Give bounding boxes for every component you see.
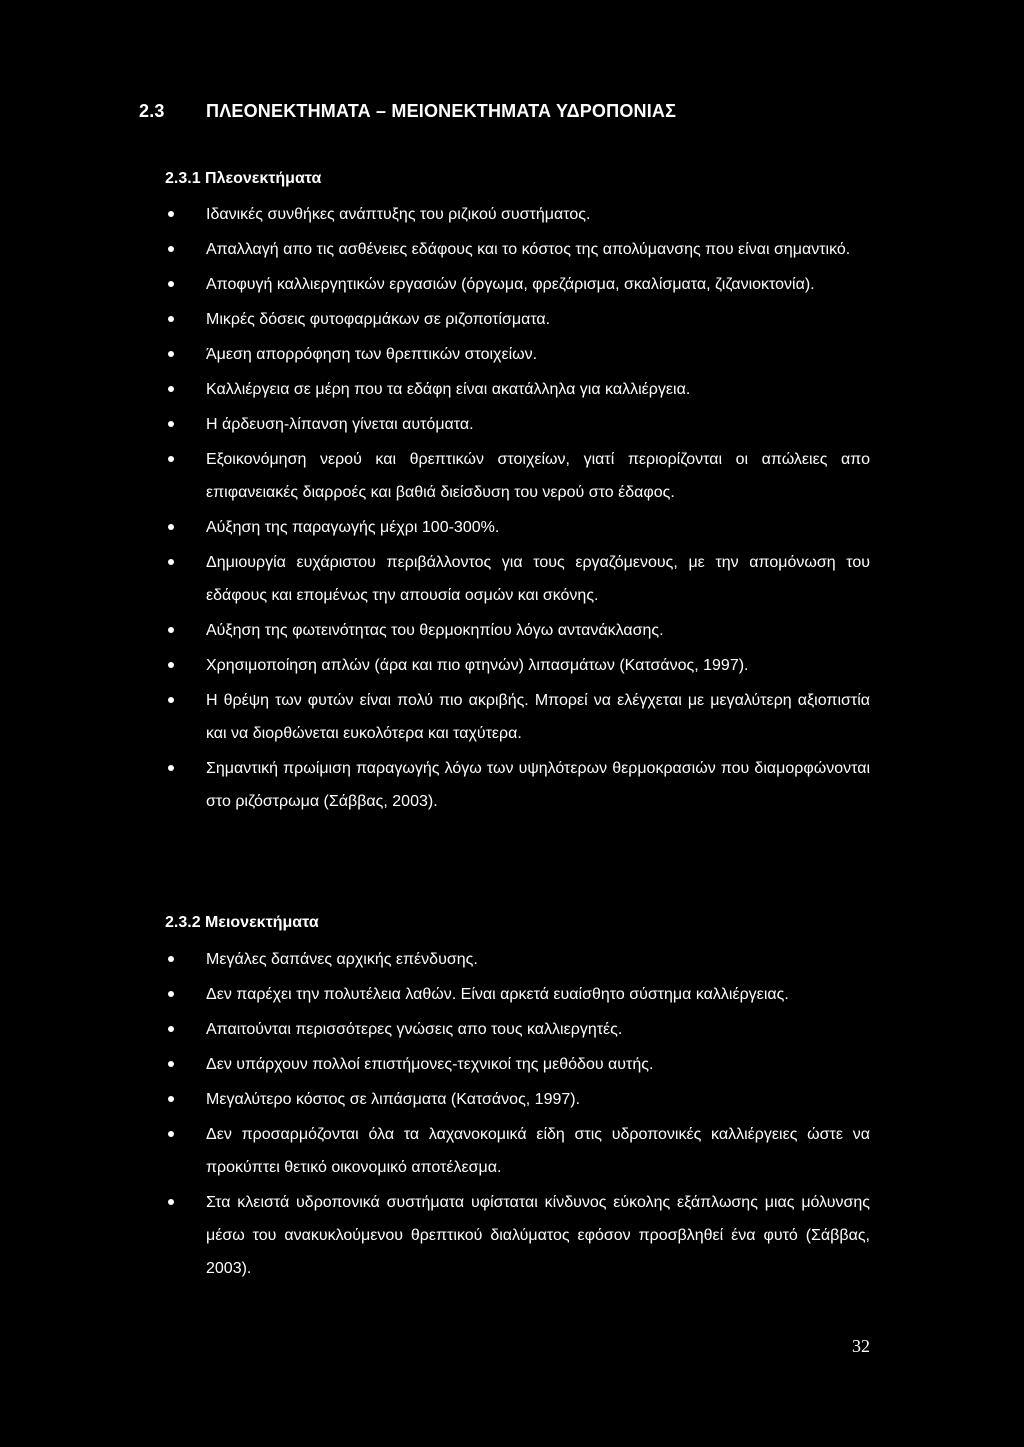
bullet-icon (168, 697, 174, 703)
section-number: 2.3 (139, 101, 165, 121)
advantages-list (168, 198, 870, 820)
bullet-icon (168, 281, 174, 287)
page-number: 32 (852, 1336, 870, 1356)
bullet-icon (168, 1131, 174, 1137)
bullet-icon (168, 211, 174, 217)
list-item: Αύξηση της φωτεινότητας του θερμοκηπίου λόγω αντανάκλασης. (168, 614, 870, 647)
list-item: Δημιουργία ευχάριστου περιβάλλοντος για τους εργαζόμενους, με την απομόνωση του εδάφους και επομένως την απουσία οσμών και σκόνης. (168, 546, 870, 612)
list-item: Καλλιέργεια σε μέρη που τα εδάφη είναι ακατάλληλα για καλλιέργεια. (168, 373, 870, 406)
list-item: Χρησιμοποίηση απλών (άρα και πιο φτηνών) λιπασμάτων (Κατσάνος, 1997). (168, 649, 870, 682)
bullet-icon (168, 386, 174, 392)
advantages-heading: 2.3.1 Πλεονεκτήματα (165, 170, 322, 187)
list-item: Μικρές δόσεις φυτοφαρμάκων σε ριζοποτίσματα. (168, 303, 870, 336)
bullet-icon (168, 316, 174, 322)
list-item: Εξοικονόμηση νερού και θρεπτικών στοιχείων, γιατί περιορίζονται οι απώλειες απο επιφανειακές διαρροές και βαθιά διείσδυση του νερού στο έδαφος. (168, 443, 870, 509)
list-item: Δεν προσαρμόζονται όλα τα λαχανοκομικά είδη στις υδροπονικές καλλιέργειες ώστε να προκύπτει θετικό οικονομικό αποτέλεσμα. (168, 1118, 870, 1184)
list-item: Μεγάλες δαπάνες αρχικής επένδυσης. (168, 943, 870, 976)
list-item: Δεν παρέχει την πολυτέλεια λαθών. Είναι αρκετά ευαίσθητο σύστημα καλλιέργειας. (168, 978, 870, 1011)
bullet-icon (168, 1026, 174, 1032)
bullet-icon (168, 662, 174, 668)
disadvantages-list (168, 943, 870, 1287)
bullet-icon (168, 991, 174, 997)
bullet-icon (168, 627, 174, 633)
bullet-icon (168, 524, 174, 530)
list-item: Απαιτούνται περισσότερες γνώσεις απο τους καλλιεργητές. (168, 1013, 870, 1046)
list-item: Άμεση απορρόφηση των θρεπτικών στοιχείων. (168, 338, 870, 371)
list-item: Απαλλαγή απο τις ασθένειες εδάφους και το κόστος της απολύμανσης που είναι σημαντικό. (168, 233, 870, 266)
disadvantages-heading: 2.3.2 Μειονεκτήματα (165, 914, 319, 931)
bullet-icon (168, 456, 174, 462)
list-item: Αποφυγή καλλιεργητικών εργασιών (όργωμα, φρεζάρισμα, σκαλίσματα, ζιζανιοκτονία). (168, 268, 870, 301)
list-item: Σημαντική πρωίμιση παραγωγής λόγω των υψηλότερων θερμοκρασιών που διαμορφώνονται στο ριζόστρωμα (Σάββας, 2003). (168, 752, 870, 818)
list-item: Δεν υπάρχουν πολλοί επιστήμονες-τεχνικοί της μεθόδου αυτής. (168, 1048, 870, 1081)
list-item: Αύξηση της παραγωγής μέχρι 100-300%. (168, 511, 870, 544)
bullet-icon (168, 246, 174, 252)
list-item: Στα κλειστά υδροπονικά συστήματα υφίσταται κίνδυνος εύκολης εξάπλωσης μιας μόλυνσης μέσω του ανακυκλούμενου θρεπτικού διαλύματος εφόσον προσβληθεί ένα φυτό (Σάββας, 2003). (168, 1186, 870, 1285)
bullet-icon (168, 956, 174, 962)
bullet-icon (168, 559, 174, 565)
list-item: Ιδανικές συνθήκες ανάπτυξης του ριζικού συστήματος. (168, 198, 870, 231)
bullet-icon (168, 1061, 174, 1067)
bullet-icon (168, 1096, 174, 1102)
bullet-icon (168, 351, 174, 357)
bullet-icon (168, 765, 174, 771)
list-item: Η θρέψη των φυτών είναι πολύ πιο ακριβής. Μπορεί να ελέγχεται με μεγαλύτερη αξιοπιστία και να διορθώνεται ευκολότερα και ταχύτερα. (168, 684, 870, 750)
bullet-icon (168, 1199, 174, 1205)
bullet-icon (168, 421, 174, 427)
section-title-text: ΠΛΕΟΝΕΚΤΗΜΑΤΑ – ΜΕΙΟΝΕΚΤΗΜΑΤΑ ΥΔΡΟΠΟΝΙΑΣ (206, 101, 677, 121)
list-item: Μεγαλύτερο κόστος σε λιπάσματα (Κατσάνος, 1997). (168, 1083, 870, 1116)
list-item: Η άρδευση-λίπανση γίνεται αυτόματα. (168, 408, 870, 441)
section-title (139, 101, 676, 122)
